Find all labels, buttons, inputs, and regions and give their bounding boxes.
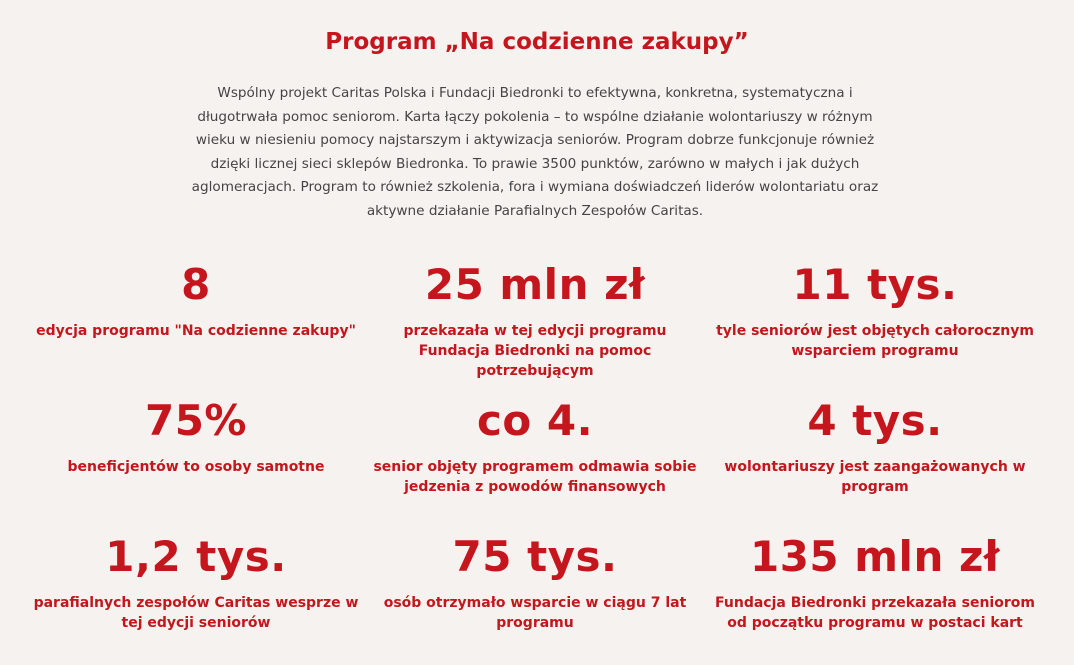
stat-label: senior objęty programem odmawia sobie jedzenia z powodów finansowych <box>373 459 697 495</box>
stat-value: 75 tys. <box>452 532 618 581</box>
stat-value: 75% <box>144 396 248 445</box>
stat-value: 8 <box>181 260 211 309</box>
stat-label: przekazała w tej edycji programu Fundacja Biedronki na pomoc potrzebującym <box>403 323 667 379</box>
stat-label: parafialnych zespołów Caritas wesprze w tej edycji seniorów <box>33 595 359 631</box>
intro-paragraph: Wspólny projekt Caritas Polska i Fundacji Biedronki to efektywna, konkretna, systematyczna i długotrwała pomoc seniorom. Karta łączy pokolenia – to wspólne działanie wolontariuszy w różnym wieku w niesieniu pomocy najstarszym i aktywizacja seniorów. Program dobrze funkcjonuje również dzięki licznej sieci sklepów Biedronka. To prawie 3500 punktów, zarówno w małych i jak dużych aglomeracjach. Program to również szkolenia, fora i wymiana doświadczeń liderów wolontariatu oraz aktywne działanie Parafialnych Zespołów Caritas. <box>191 85 879 219</box>
stat-item <box>710 527 1040 633</box>
stat-item <box>710 255 1040 361</box>
stat-label: beneficjentów to osoby samotne <box>67 459 325 475</box>
stat-label: Fundacja Biedronki przekazała seniorom od początku programu w postaci kart <box>715 595 1035 631</box>
stat-value: 11 tys. <box>792 260 958 309</box>
stat-value: 25 mln zł <box>424 260 646 309</box>
stat-item <box>370 391 700 497</box>
stat-item <box>31 527 361 633</box>
stat-item <box>370 527 700 633</box>
stat-item <box>31 255 361 341</box>
stat-item <box>31 391 361 477</box>
stat-value: co 4. <box>476 396 594 445</box>
stat-item <box>370 255 700 381</box>
stat-value: 1,2 tys. <box>105 532 287 581</box>
stat-label: tyle seniorów jest objętych całorocznym wsparciem programu <box>716 323 1034 359</box>
stat-value: 4 tys. <box>807 396 943 445</box>
stat-label: osób otrzymało wsparcie w ciągu 7 lat programu <box>383 595 687 631</box>
stat-item <box>710 391 1040 497</box>
stat-label: wolontariuszy jest zaangażowanych w program <box>724 459 1026 495</box>
section-heading: Program „Na codzienne zakupy” <box>325 29 749 55</box>
stat-value: 135 mln zł <box>749 532 1000 581</box>
stat-label: edycja programu "Na codzienne zakupy" <box>36 323 356 339</box>
